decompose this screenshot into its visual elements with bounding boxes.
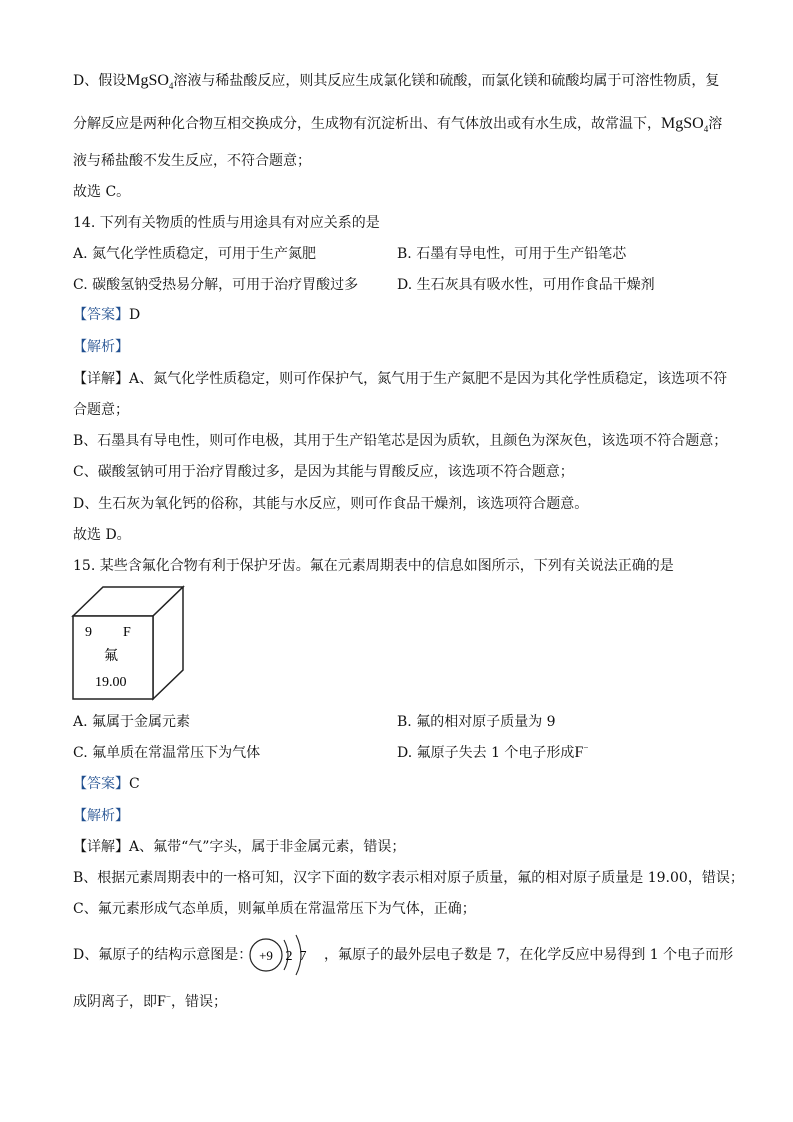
- element-symbol: F: [123, 625, 131, 640]
- element-mass: 19.00: [95, 675, 127, 690]
- q15-detail-5: [73, 993, 227, 1011]
- q15-detail-1: 【详解】A、氟带“气”字头，属于非金属元素，错误；: [73, 839, 406, 855]
- q15-option-d: [397, 744, 588, 762]
- q15-detail-4: [73, 946, 252, 964]
- fluoride-ion-2: F−: [157, 991, 171, 1010]
- mgso4-formula: MgSO$_4$: [126, 72, 174, 92]
- q13-d-line2-end: 溶: [708, 116, 723, 132]
- q13-d-line1-post: 溶液与稀盐酸反应，则其反应生成氯化镁和硫酸，而氯化镁和硫酸均属于可溶性物质，复: [173, 73, 720, 89]
- q14-detail-2: B、石墨具有导电性，则可作电极，其用于生产铅笔芯是因为质软，且颜色为深灰色，该选项不符合题意；: [73, 433, 728, 449]
- q13-d-line3: 液与稀盐酸不发生反应，不符合题意；: [73, 153, 311, 169]
- q14-detail-1: 【详解】A、氮气化学性质稳定，则可作保护气，氮气用于生产氮肥不是因为其化学性质稳定，该选项不符: [73, 371, 728, 387]
- atom-structure-diagram: [246, 932, 322, 978]
- element-name: 氟: [104, 649, 118, 664]
- q15-detail-5-post: ，错误；: [170, 994, 227, 1010]
- q15-detail-5-pre: 成阴离子，即: [73, 994, 157, 1010]
- q14-option-d: D. 生石灰具有吸水性，可用作食品干燥剂: [397, 277, 655, 293]
- q14-answer-tag: 【答案】: [73, 307, 129, 323]
- q13-d-line1-pre: D、假设: [73, 73, 127, 89]
- q14-analysis-tag: 【解析】: [73, 339, 129, 355]
- q14-answer: [73, 306, 140, 324]
- q14-detail-4: D、生石灰为氧化钙的俗称，其能与水反应，则可作食品干燥剂，该选项符合题意。: [73, 496, 589, 512]
- q14-option-b: B. 石墨有导电性，可用于生产铅笔芯: [397, 246, 627, 262]
- q15-detail-2: B、根据元素周期表中的一格可知，汉字下面的数字表示相对原子质量，氟的相对原子质量是 19.00，错误；: [73, 870, 744, 886]
- q13-d-line2: [73, 115, 722, 133]
- q15-stem: 15. 某些含氟化合物有利于保护牙齿。氟在元素周期表中的信息如图所示，下列有关说法正确的是: [73, 558, 674, 574]
- q15-answer-value: C: [129, 776, 140, 792]
- q14-stem: 14. 下列有关物质的性质与用途具有对应关系的是: [73, 215, 380, 231]
- q15-detail-4-pre: D、氟原子的结构示意图是：: [73, 947, 253, 963]
- fluoride-ion: F−: [574, 742, 589, 761]
- q15-option-c: C. 氟单质在常温常压下为气体: [73, 745, 261, 761]
- q14-conclusion: 故选 D。: [73, 527, 131, 543]
- q15-detail-4-post: ，氟原子的最外层电子数是 7，在化学反应中易得到 1 个电子而形: [324, 947, 734, 963]
- q14-option-a: A. 氮气化学性质稳定，可用于生产氮肥: [73, 246, 317, 262]
- q15-option-d-text: D. 氟原子失去 1 个电子形成: [397, 745, 575, 761]
- q14-detail-1b: 合题意；: [73, 402, 129, 418]
- q14-answer-value: D: [129, 307, 141, 323]
- periodic-table-cell: [70, 584, 188, 704]
- element-atomic-number: 9: [85, 625, 92, 640]
- q13-conclusion: 故选 C。: [73, 184, 131, 200]
- q15-analysis-tag: 【解析】: [73, 808, 129, 824]
- atom-shell-1-electrons: 2: [285, 949, 293, 964]
- mgso4-formula-2: MgSO$_4$: [661, 115, 709, 135]
- q15-detail-3: C、氟元素形成气态单质，则氟单质在常温常压下为气体，正确；: [73, 901, 476, 917]
- q15-option-a: A. 氟属于金属元素: [73, 714, 191, 730]
- q15-option-b: B. 氟的相对原子质量为 9: [397, 714, 556, 730]
- atom-nucleus-charge: +9: [259, 948, 273, 963]
- q15-answer: [73, 775, 140, 793]
- q14-option-c: C. 碳酸氢钠受热易分解，可用于治疗胃酸过多: [73, 277, 359, 293]
- q13-d-line2-pre: 分解反应是两种化合物互相交换成分，生成物有沉淀析出、有气体放出或有水生成，故常温下，: [73, 116, 661, 132]
- q13-d-line1: [73, 72, 719, 90]
- atom-shell-2-electrons: 7: [299, 949, 307, 964]
- q15-answer-tag: 【答案】: [73, 776, 129, 792]
- q14-detail-3: C、碳酸氢钠可用于治疗胃酸过多，是因为其能与胃酸反应，该选项不符合题意；: [73, 464, 574, 480]
